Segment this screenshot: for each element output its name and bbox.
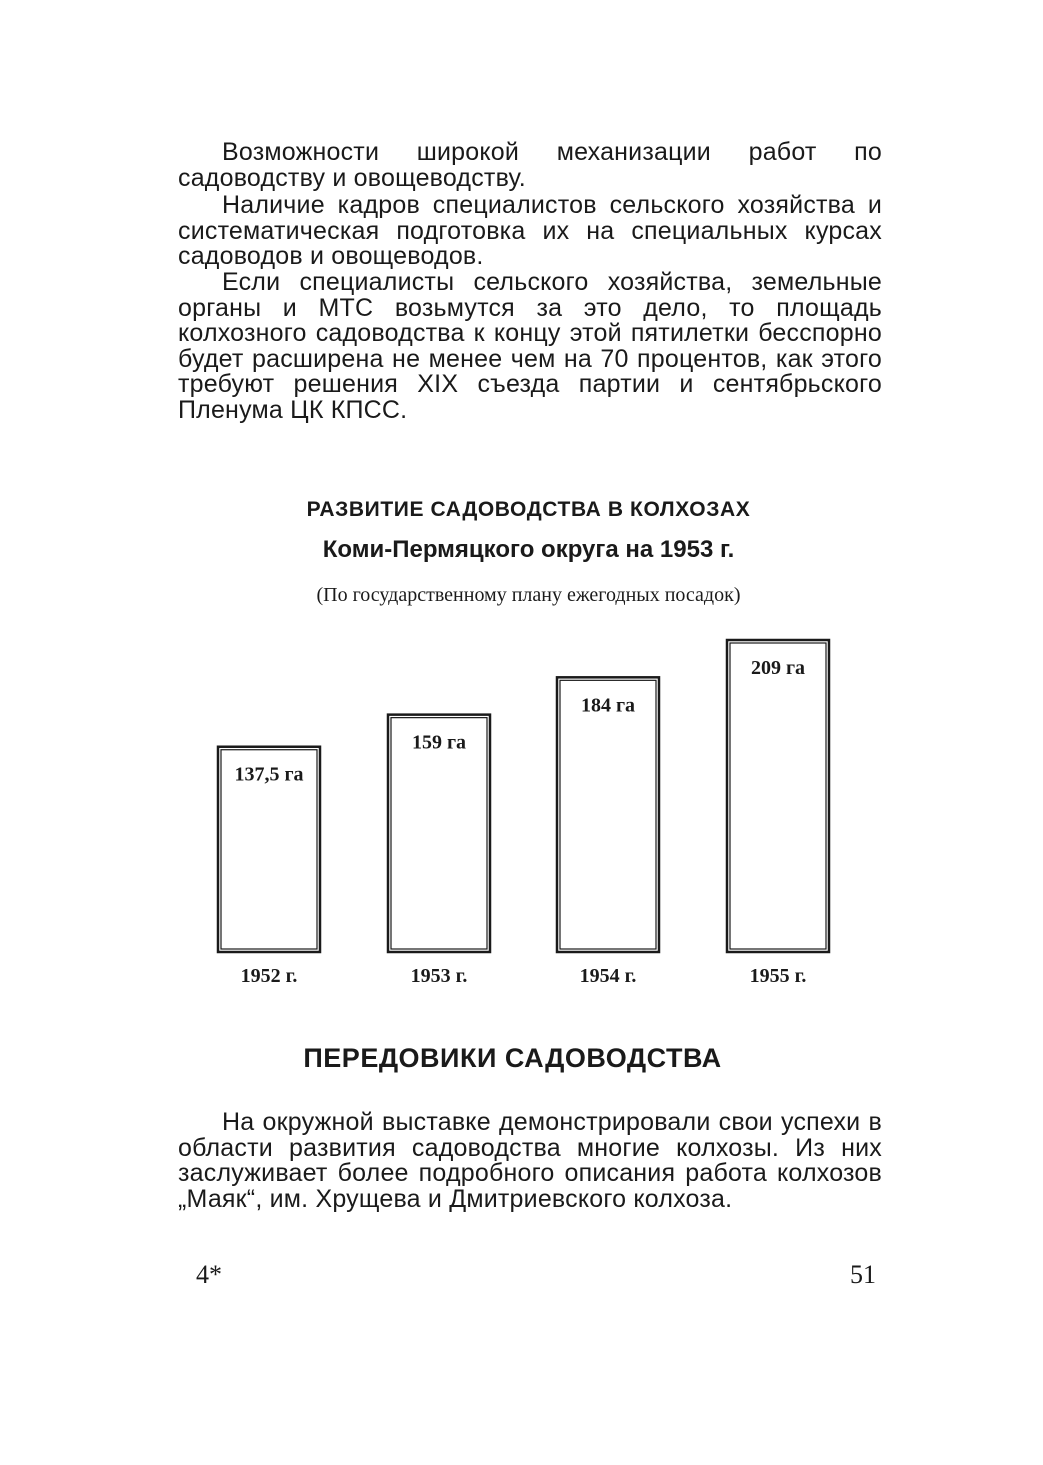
paragraph-exhibition: На окружной выставке демонстрировали свои успехи в области развития садоводства многие колхозы. Из них заслуживает более подробного описания работа колхозов „Маяк“, им. Хрущева и Дмитриевского колхоза.: [178, 1108, 882, 1213]
bar-inner-frame-3: [730, 643, 826, 949]
bar-2: [557, 677, 659, 952]
chart-note: (По государственному плану ежегодных посадок): [316, 584, 741, 606]
chart-title: РАЗВИТИЕ САДОВОДСТВА В КОЛХОЗАХ: [306, 498, 751, 521]
bar-value-label-0: 137,5 га: [234, 763, 304, 786]
category-label-2: 1954 г.: [579, 965, 637, 987]
page-number: 51: [850, 1260, 876, 1289]
category-label-0: 1952 г.: [240, 965, 298, 987]
bar-inner-frame-1: [391, 718, 487, 949]
paragraph-specialists: Наличие кадров специалистов сельского хозяйства и систематическая подготовка их на специальных курсах садоводов и овощеводов.: [178, 191, 882, 270]
bar-value-label-3: 209 га: [750, 657, 806, 679]
category-label-1: 1953 г.: [410, 965, 468, 987]
bar-1: [388, 715, 490, 952]
signature-mark: 4*: [196, 1260, 222, 1289]
bar-3: [727, 640, 829, 952]
bar-inner-frame-0: [221, 750, 317, 949]
bar-value-label-2: 184 га: [580, 694, 636, 717]
category-label-3: 1955 г.: [749, 965, 807, 987]
section-title: ПЕРЕДОВИКИ САДОВОДСТВА: [303, 1043, 722, 1073]
bar-value-label-1: 159 га: [411, 731, 467, 754]
bar-0: [218, 747, 320, 952]
paragraph-mechanization: Возможности широкой механизации работ по садоводству и овощеводству.: [178, 138, 882, 192]
paragraph-plan: Если специалисты сельского хозяйства, земельные органы и МТС возьмутся за это дело, то площадь колхозного садоводства к концу этой пятилетки бесспорно будет расширена не менее чем на 70 процентов, как этого требуют решения XIX съезда партии и сентябрьского Пленума ЦК КПСС.: [178, 268, 882, 424]
chart-subtitle: Коми-Пермяцкого округа на 1953 г.: [322, 536, 735, 563]
bar-inner-frame-2: [560, 680, 656, 949]
